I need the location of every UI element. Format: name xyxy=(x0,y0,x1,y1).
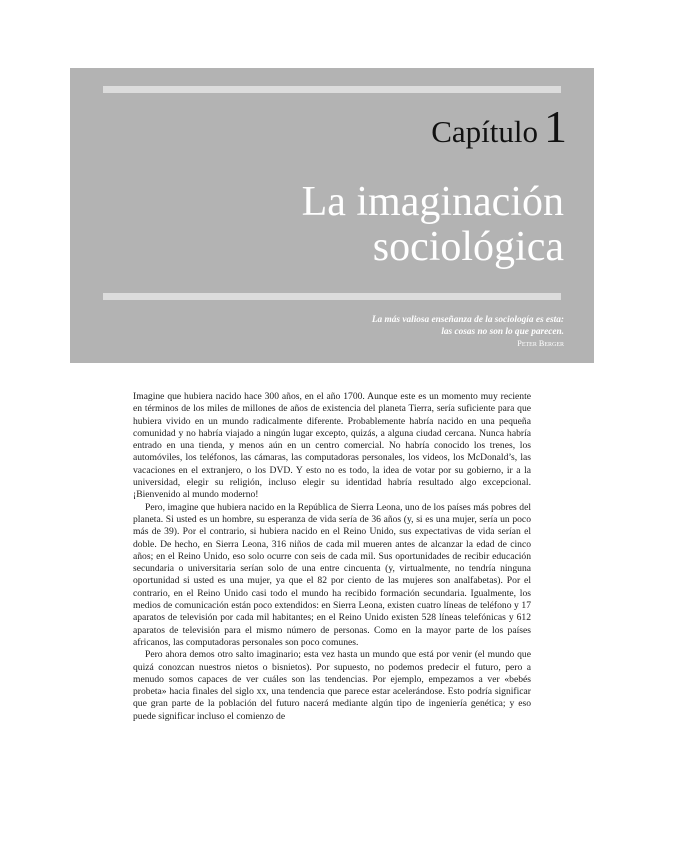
chapter-banner xyxy=(70,68,594,363)
body-text xyxy=(133,391,531,723)
paragraph: Pero, imagine que hubiera nacido en la República de Sierra Leona, uno de los países más pobres del planeta. Si usted es un hombre, su esperanza de vida sería de 36 años (y, si es una mujer, sería un poco más de 39). Por el contrario, si hubiera nacido en el Reino Unido, sus expectativas de vida serían el doble. De hecho, en Sierra Leona, 316 niños de cada mil mueren antes de alcanzar la edad de cinco años; en el Reino Unido, eso solo ocurre con seis de cada mil. Sus oportunidades de recibir educación secundaria o universitaria serían solo de una entre cincuenta (y, virtualmente, no tendría ninguna oportunidad si usted es una mujer, ya que el 82 por ciento de las mujeres son analfabetas). Por el contrario, en el Reino Unido casi todo el mundo ha recibido formación secundaria. Igualmente, los medios de comunicación están poco extendidos: en Sierra Leona, existen cuatro líneas de teléfono y 17 aparatos de televisión por cada mil habitantes; en el Reino Unido existen 528 líneas telefónicas y 612 aparatos de televisión para el mismo número de personas. Como en la mayor parte de los países africanos, las computadoras personales son poco comunes. xyxy=(133,501,531,648)
chapter-title xyxy=(302,180,564,270)
paragraph: Pero ahora demos otro salto imaginario; esta vez hasta un mundo que está por venir (el mundo que quizá conozcan nuestros nietos o bisnietos). Por supuesto, no podemos predecir el futuro, pero a menudo somos capaces de ver cuáles son las tendencias. Por ejemplo, empezamos a ver «bebés probeta» hacia finales del siglo xx, una tendencia que parece estar acelerándose. Esto podría significar que gran parte de la población del futuro nacerá mediante algún tipo de ingeniería genética; y eso puede significar incluso el comienzo de xyxy=(133,649,531,722)
chapter-number: 1 xyxy=(544,101,567,152)
chapter-heading xyxy=(431,101,567,152)
epigraph-line-2: las cosas no son lo que parecen. xyxy=(441,327,564,337)
chapter-title-line-1: La imaginación xyxy=(301,179,564,225)
banner-top-rule xyxy=(103,86,561,93)
chapter-label: Capítulo xyxy=(431,114,538,149)
epigraph xyxy=(372,314,564,350)
epigraph-author: Peter Berger xyxy=(517,339,564,348)
chapter-title-line-2: sociológica xyxy=(372,224,564,270)
epigraph-line-1: La más valiosa enseñanza de la sociología es esta: xyxy=(371,315,564,325)
banner-bottom-rule xyxy=(103,293,561,300)
paragraph: Imagine que hubiera nacido hace 300 años, en el año 1700. Aunque este es un momento muy reciente en términos de los miles de millones de años de existencia del planeta Tierra, sería suficiente para que hubiera vivido en un mundo radicalmente diferente. Probablemente habría nacido en una pequeña comunidad y no habría viajado a ningún lugar excepto, quizás, a alguna ciudad cercana. Nunca habría entrado en una tienda, y menos aún en un centro comercial. No habría conocido los trenes, los automóviles, los teléfonos, las cámaras, las computadoras personales, los videos, los McDonald’s, las vacaciones en el extranjero, o los DVD. Y esto no es todo, la idea de votar por su gobierno, ir a la universidad, elegir su religión, incluso elegir su identidad habría resultado algo excepcional. ¡Bienvenido al mundo moderno! xyxy=(133,391,531,501)
